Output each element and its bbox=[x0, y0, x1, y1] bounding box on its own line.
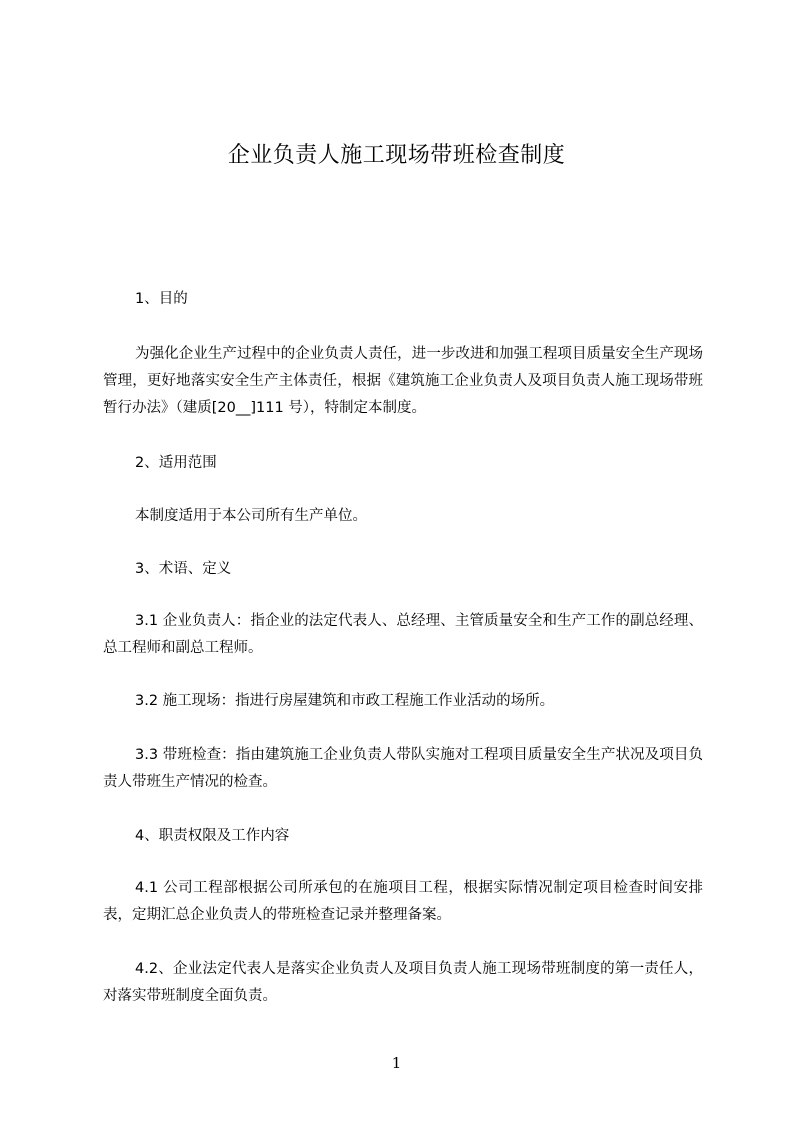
section-3-heading: 3、术语、定义 bbox=[135, 561, 232, 577]
section-3-1-paragraph: 3.1 企业负责人：指企业的法定代表人、总经理、主管质量安全和生产工作的副总经理、总工程师和副总工程师。 bbox=[103, 613, 703, 656]
section-3-2-paragraph: 3.2 施工现场：指进行房屋建筑和市政工程施工作业活动的场所。 bbox=[135, 693, 555, 709]
section-4-heading: 4、职责权限及工作内容 bbox=[135, 828, 290, 844]
document-title: 企业负责人施工现场带班检查制度 bbox=[227, 143, 566, 168]
page-number: 1 bbox=[391, 1054, 402, 1072]
section-1-heading: 1、目的 bbox=[135, 291, 188, 307]
section-3-3-paragraph: 3.3 带班检查：指由建筑施工企业负责人带队实施对工程项目质量安全生产状况及项目负责人带班生产情况的检查。 bbox=[103, 747, 703, 790]
section-4-1-paragraph: 4.1 公司工程部根据公司所承包的在施项目工程，根据实际情况制定项目检查时间安排表，定期汇总企业负责人的带班检查记录并整理备案。 bbox=[103, 880, 703, 923]
section-1-paragraph: 为强化企业生产过程中的企业负责人责任，进一步改进和加强工程项目质量安全生产现场管理，更好地落实安全生产主体责任，根据《建筑施工企业负责人及项目负责人施工现场带班暂行办法》（建质[20__]111 号），特制定本制度。 bbox=[103, 346, 703, 416]
section-4-2-paragraph: 4.2、企业法定代表人是落实企业负责人及项目负责人施工现场带班制度的第一责任人，对落实带班制度全面负责。 bbox=[103, 961, 703, 1004]
section-2-paragraph: 本制度适用于本公司所有生产单位。 bbox=[135, 508, 367, 524]
section-2-heading: 2、适用范围 bbox=[135, 455, 217, 471]
